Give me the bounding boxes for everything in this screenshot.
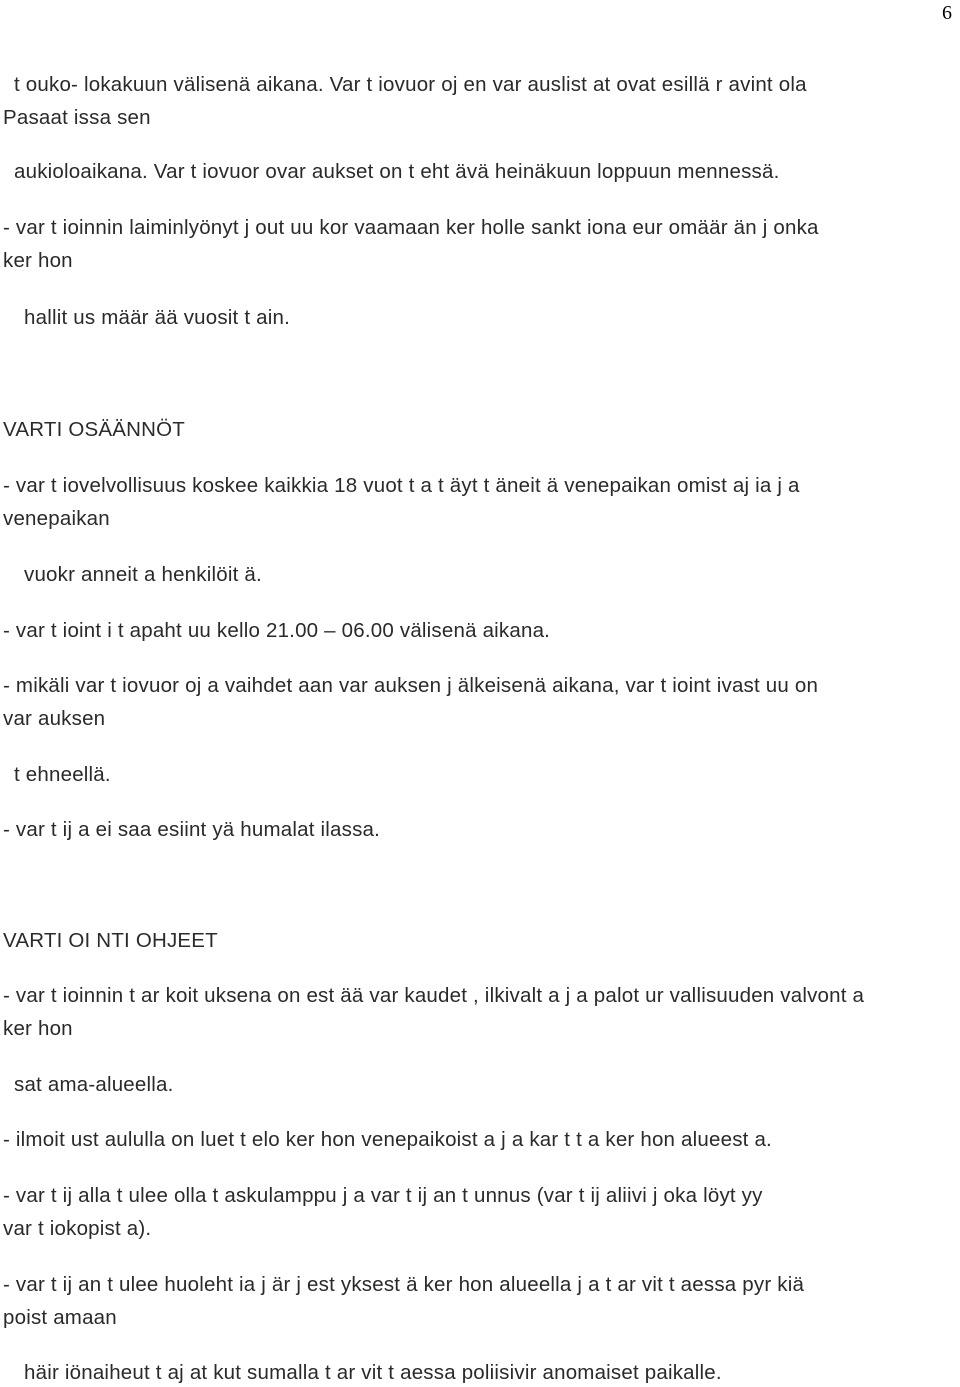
section-heading: VARTI OI NTI OHJEET [3,929,218,952]
text-line: ker hon [3,249,73,272]
text-line: t ouko- lokakuun välisenä aikana. Var t iovuor oj en var auslist at ovat esillä r avint ola [14,73,807,96]
text-line: - var t ij an t ulee huoleht ia j är j est yksest ä ker hon alueella j a t ar vit t aessa pyr kiä [3,1273,805,1296]
text-line: - var t iovelvollisuus koskee kaikkia 18 vuot t a t äyt t äneit ä venepaikan omist aj ia j a [3,474,800,497]
text-line: - var t ij a ei saa esiint yä humalat ilassa. [3,818,381,841]
text-line: vuokr anneit a henkilöit ä. [24,563,262,586]
text-line: t ehneellä. [14,763,111,786]
text-line: var t iokopist a). [3,1217,152,1240]
text-line: poist amaan [3,1306,117,1329]
text-line: Pasaat issa sen [3,106,151,129]
text-line: - var t ioint i t apaht uu kello 21.00 – 06.00 välisenä aikana. [3,619,551,642]
text-line: häir iönaiheut t aj at kut sumalla t ar vit t aessa poliisivir anomaiset paikalle. [24,1361,722,1384]
text-line: sat ama-alueella. [14,1073,174,1096]
text-line: - var t ioinnin laiminlyönyt j out uu kor vaamaan ker holle sankt iona eur omäär än j onka [3,216,819,239]
text-line: - var t ij alla t ulee olla t askulamppu j a var t ij an t unnus (var t ij aliivi j oka löyt yy [3,1184,763,1207]
text-line: var auksen [3,707,106,730]
text-line: hallit us määr ää vuosit t ain. [24,306,290,329]
text-line: venepaikan [3,507,110,530]
text-line: - var t ioinnin t ar koit uksena on est ää var kaudet , ilkivalt a j a palot ur vallisuuden valvont a [3,984,865,1007]
text-line: - ilmoit ust aululla on luet t elo ker hon venepaikoist a j a kar t t a ker hon alueest a. [3,1128,772,1151]
text-line: ker hon [3,1017,73,1040]
section-heading: VARTI OSÄÄNNÖT [3,418,186,441]
text-line: - mikäli var t iovuor oj a vaihdet aan var auksen j älkeisenä aikana, var t ioint ivast uu on [3,674,819,697]
page-number: 6 [942,2,952,24]
text-line: aukioloaikana. Var t iovuor ovar aukset on t eht ävä heinäkuun loppuun mennessä. [14,160,780,183]
